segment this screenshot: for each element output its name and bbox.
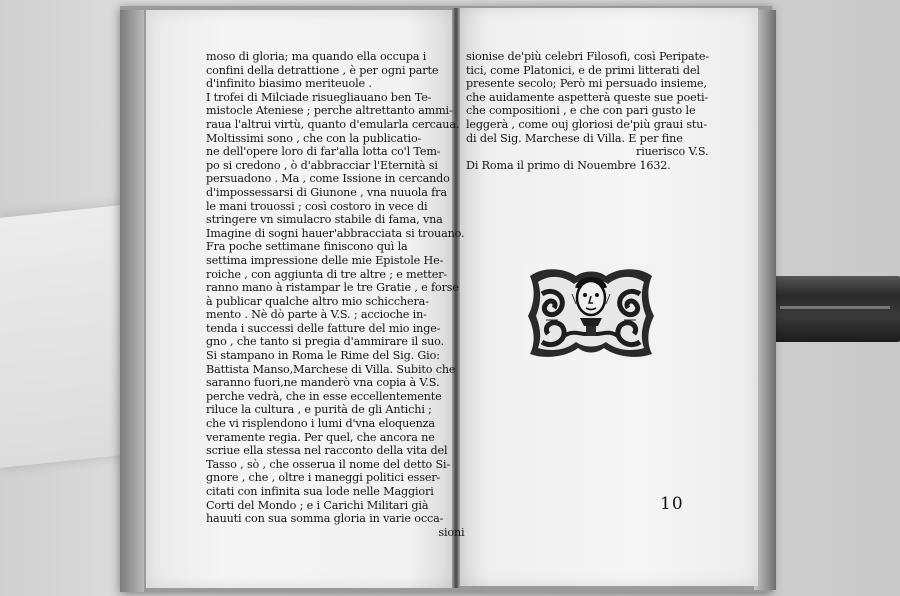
text-line: tenda i successi delle fatture del mio inge- — [206, 321, 441, 335]
text-line: raua l'altrui virtù, quanto d'emularla cercaua. — [206, 117, 460, 131]
text-line: Moltissimi sono , che con la publicatio- — [206, 131, 422, 145]
text-line: che vi risplendono i lumi d'vna eloquenza — [206, 417, 435, 431]
text-line: stringere vn simulacro stabile di fama, vna — [206, 213, 443, 227]
text-line: presente secolo; Però mi persuado insieme, — [466, 77, 707, 91]
left-page-text — [206, 50, 464, 539]
page-number: 10 — [660, 494, 684, 514]
text-line: moso di gloria; ma quando ella occupa i — [206, 50, 427, 63]
text-line: scriue ella stessa nel racconto della vita del — [206, 444, 448, 458]
text-line: d'infinito biasimo meriteuole . — [206, 77, 372, 91]
text-line: à publicar qualche altro mio schicchera- — [206, 294, 429, 308]
text-line: Tasso , sò , che osserua il nome del detto Si- — [206, 457, 451, 471]
metal-page-clip — [770, 276, 900, 342]
text-line: tici, come Platonici, e de primi litterati del — [466, 63, 700, 77]
right-page-text — [466, 50, 709, 172]
text-line: leggerà , come ouj gloriosi de'più graui stu- — [466, 117, 707, 131]
fleuron-face-ornament-icon — [524, 264, 658, 360]
text-line: veramente regia. Per quel, che ancora ne — [206, 430, 435, 444]
text-line: Battista Manso,Marchese di Villa. Subito che — [206, 362, 456, 376]
left-cover-edge — [120, 10, 144, 592]
dateline: Di Roma il primo di Nouembre 1632. — [466, 158, 671, 172]
text-line: gnore , che , oltre i maneggi politici esser- — [206, 471, 441, 485]
text-line: gno , che tanto si pregia d'ammirare il suo. — [206, 335, 444, 349]
text-line: Corti del Mondo ; e i Carichi Militari già — [206, 498, 429, 512]
text-line: po si credono , ò d'abbracciar l'Eternità si — [206, 158, 438, 172]
text-line: Si stampano in Roma le Rime del Sig. Gio: — [206, 349, 440, 363]
catchword: sioni — [438, 525, 465, 539]
text-line: d'impossessarsi di Giunone , vna nuuola fra — [206, 185, 447, 199]
text-line: roiche , con aggiunta di tre altre ; e metter- — [206, 267, 448, 281]
text-line: che compositioni , e che con pari gusto le — [466, 104, 696, 118]
text-line: le mani trouossi ; così costoro in vece di — [206, 199, 428, 213]
text-line: Fra poche settimane finiscono quì la — [206, 240, 408, 254]
text-line: che auidamente aspetterà queste sue poeti- — [466, 90, 709, 104]
text-line: citati con infinita sua lode nelle Maggiori — [206, 485, 434, 498]
text-line: riuerisco V.S. — [636, 145, 709, 159]
text-line: settima impressione delle mie Epistole He- — [206, 253, 444, 267]
text-line: confini della detrattione , è per ogni parte — [206, 63, 439, 77]
text-line: I trofei di Milciade risuegliauano ben Te- — [206, 90, 432, 104]
text-line: ne dell'opere loro di far'alla lotta co'l Tem- — [206, 145, 441, 159]
text-line: Imagine di sogni hauer'abbracciata si trouano. — [206, 226, 465, 240]
text-line: riluce la cultura , e purità de gli Antichi ; — [206, 403, 432, 417]
text-line: mistocle Ateniese ; perche altrettanto ammi- — [206, 104, 453, 118]
text-line: saranno fuori,ne manderò vna copia à V.S. — [206, 376, 440, 390]
text-line: mento . Nè dò parte à V.S. ; accioche in- — [206, 308, 427, 322]
text-line: persuadono . Ma , come Issione in cercando — [206, 172, 450, 186]
text-line: di del Sig. Marchese di Villa. E per fine — [466, 131, 683, 145]
text-line: sionise de'più celebri Filosofi, così Peripate- — [466, 50, 709, 63]
text-line: ranno mano à ristampar le tre Gratie , e forse — [206, 281, 459, 295]
text-line: hauuti con sua somma gloria in varie occa- — [206, 512, 444, 526]
text-line: perche vedrà, che in esse eccellentemente — [206, 389, 442, 403]
